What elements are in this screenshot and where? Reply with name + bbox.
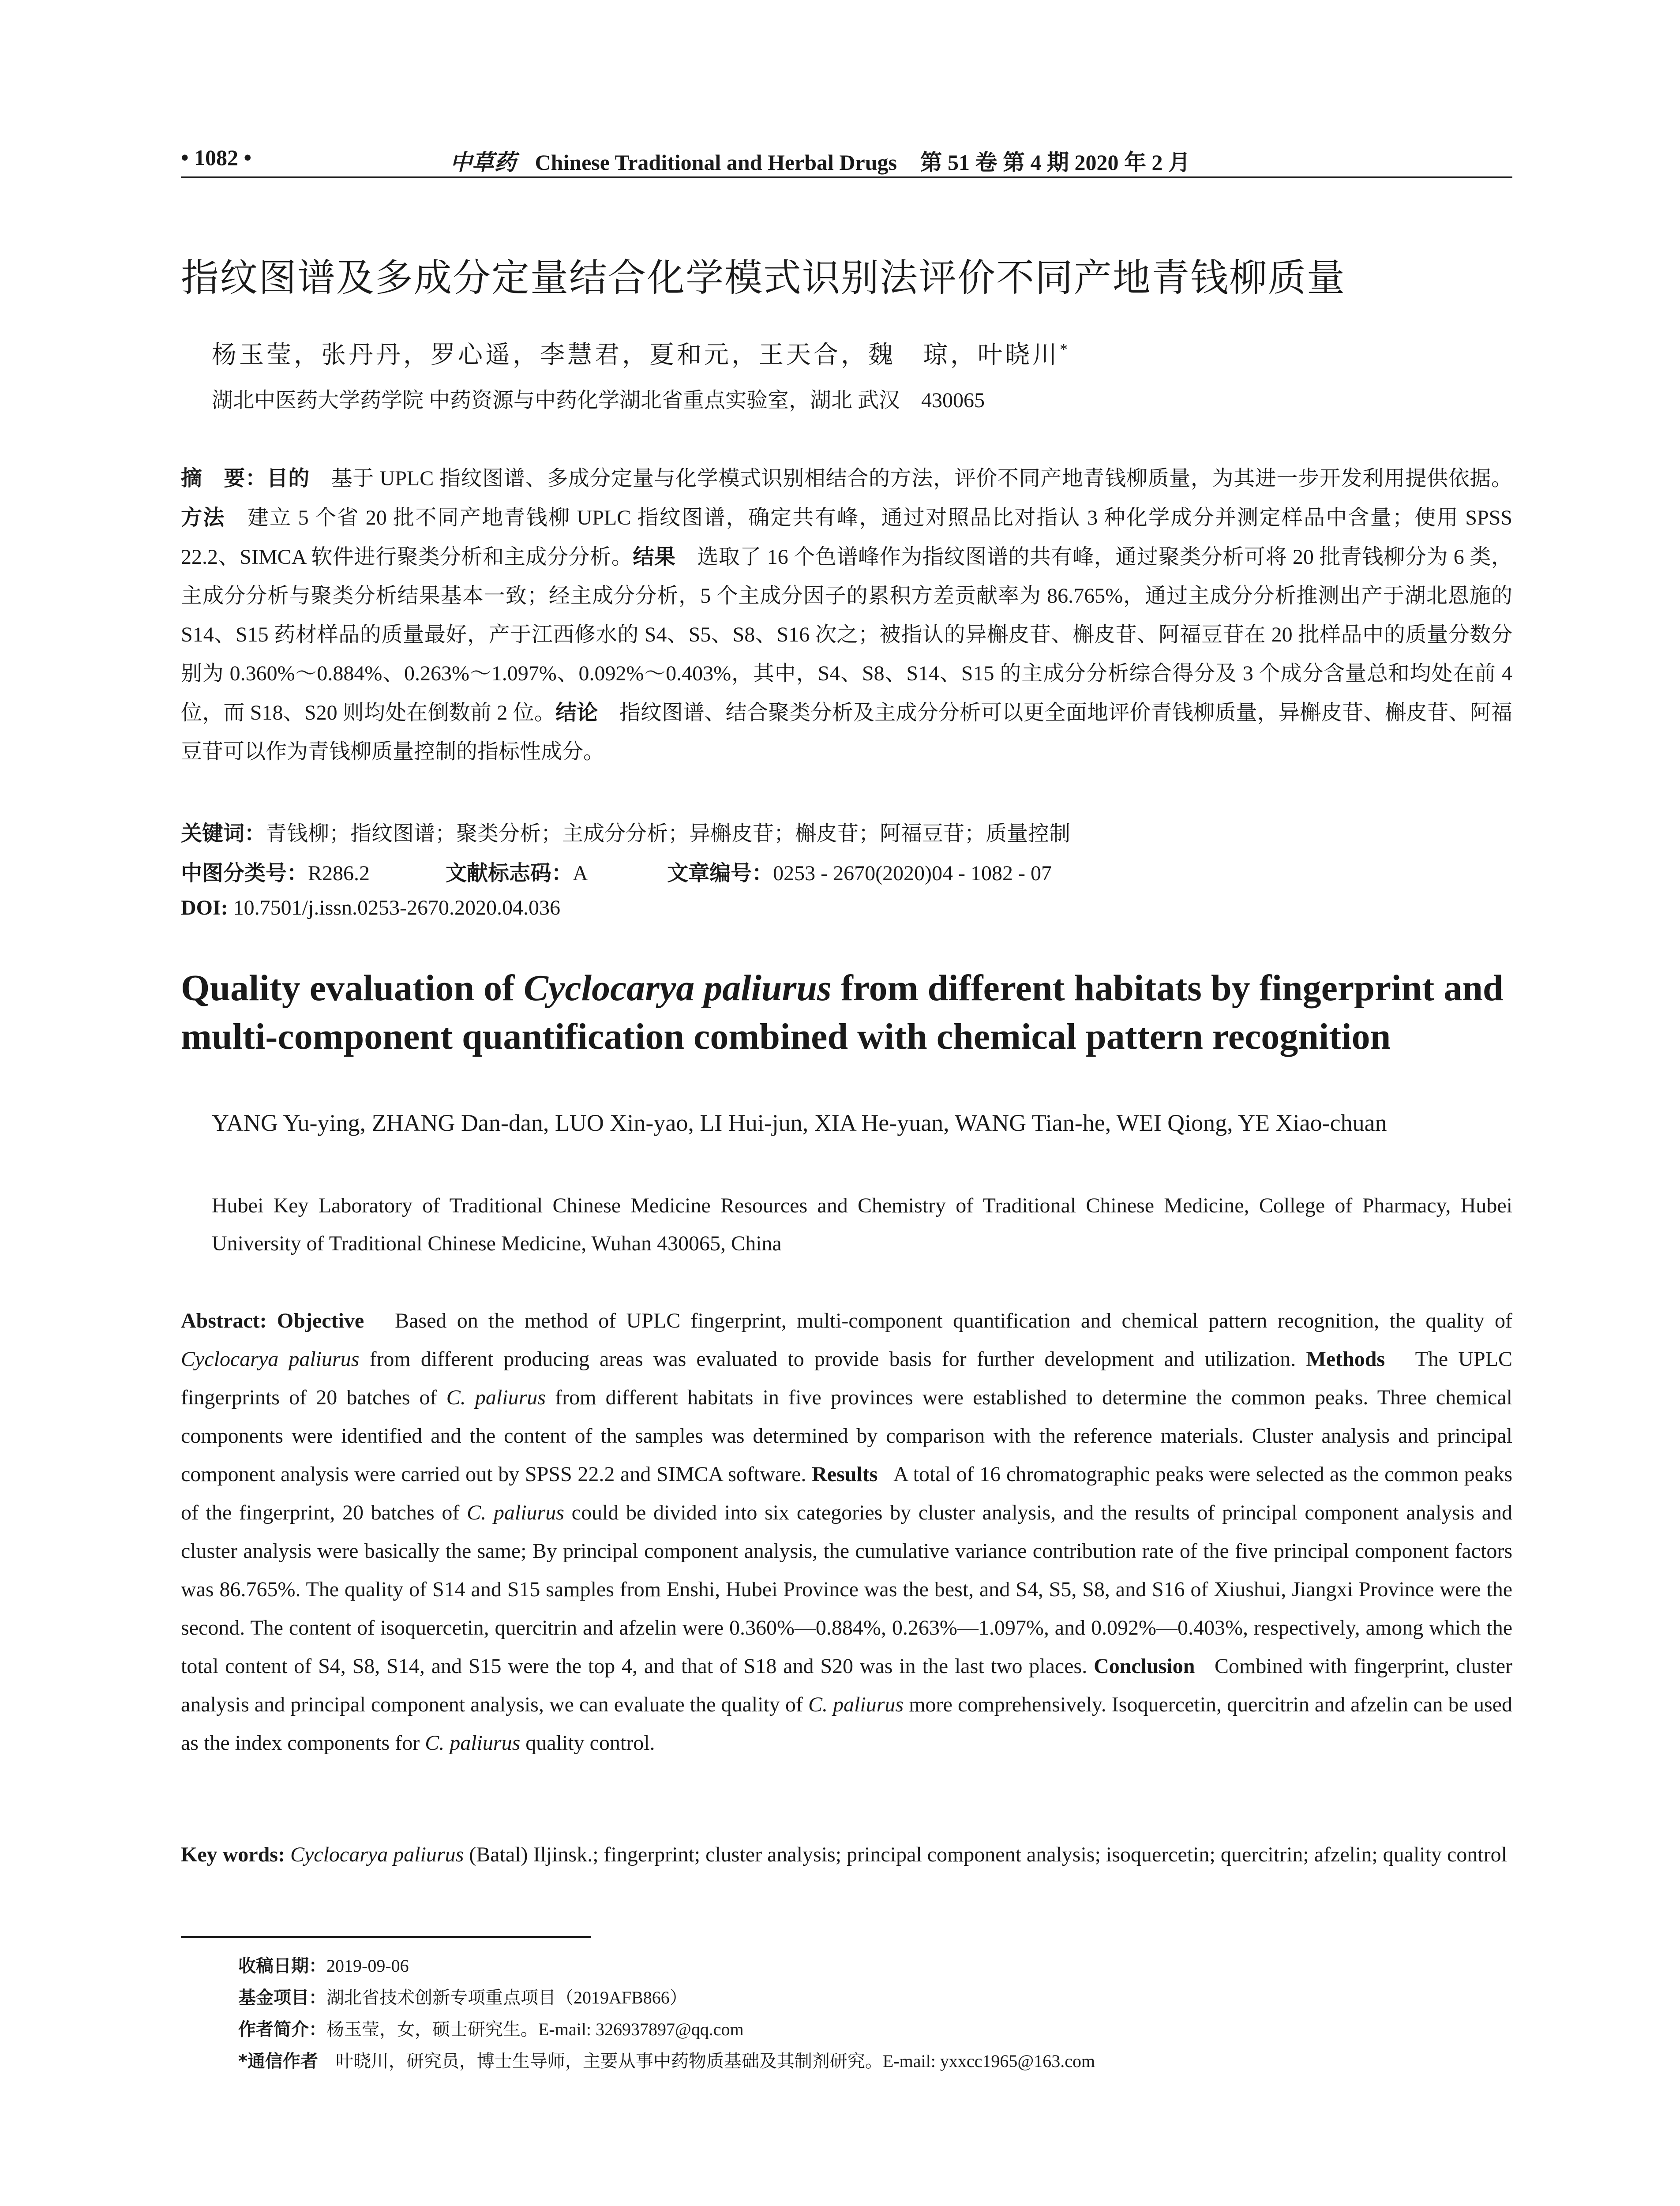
abstract-en-label: Abstract: (181, 1309, 267, 1332)
keywords-en-label: Key words: (181, 1843, 285, 1866)
keywords-cn-label: 关键词： (181, 821, 266, 846)
keywords-en-text: (Batal) Iljinsk.; fingerprint; cluster analysis; principal component analysis; isoquercetin; quercitrin; afzelin; quality control (464, 1843, 1507, 1866)
clc-value: R286.2 (308, 862, 370, 885)
conclusion-en-text: more comprehensively. Isoquercetin, quercitrin and afzelin can be used as the index components for (181, 1693, 1513, 1755)
title-en-part: Quality evaluation of (181, 968, 524, 1009)
authors-cn (212, 335, 1070, 371)
objective-en-text: from different producing areas was evaluated to provide basis for further development and utilization. (359, 1347, 1296, 1371)
objective-en-label: Objective (277, 1309, 364, 1332)
authors-en: YANG Yu-ying, ZHANG Dan-dan, LUO Xin-yao, LI Hui-jun, XIA He-yuan, WANG Tian-he, WEI Qiong, YE Xiao-chuan (212, 1110, 1387, 1136)
title-en-species: Cyclocarya paliurus (524, 968, 832, 1009)
footnote-corresponding (238, 2045, 1095, 2077)
footnote-label: 作者简介： (238, 2019, 326, 2040)
page-number: • 1082 • (181, 145, 252, 170)
abstract-cn-label: 摘 要： (181, 466, 267, 491)
doi-line (181, 896, 560, 920)
objective-cn-label: 目的 (266, 466, 310, 491)
journal-issue: 第 51 卷 第 4 期 2020 年 2 月 (920, 150, 1190, 175)
title-en (181, 964, 1512, 1061)
keywords-cn (181, 816, 1070, 847)
conclusion-en-text: quality control. (520, 1731, 655, 1755)
title-cn: 指纹图谱及多成分定量结合化学模式识别法评价不同产地青钱柳质量 (181, 256, 1346, 300)
footnote-author (238, 2014, 1095, 2045)
footnote-text: 2019-09-06 (326, 1956, 409, 1976)
running-header (181, 140, 1512, 176)
results-en-label: Results (812, 1463, 878, 1486)
footnote-rule (181, 1936, 591, 1938)
journal-name (450, 145, 1190, 176)
journal-name-cn: 中草药 (450, 149, 516, 175)
footnote-label: *通信作者 (238, 2051, 318, 2071)
abstract-en (181, 1302, 1512, 1762)
article-number-label: 文章编号： (667, 861, 773, 885)
conclusion-en-text: Combined with fingerprint, cluster analysis and principal component analysis, we can evaluate the quality of (181, 1654, 1513, 1716)
header-rule (181, 176, 1512, 178)
footnote-text: 湖北省技术创新专项重点项目（2019AFB866） (326, 1988, 687, 2007)
corresponding-mark: * (1060, 340, 1070, 358)
conclusion-cn-label: 结论 (555, 700, 598, 725)
keywords-cn-text: 青钱柳；指纹图谱；聚类分析；主成分分析；异槲皮苷；槲皮苷；阿福豆苷；质量控制 (266, 822, 1071, 845)
species-name: C. paliurus (467, 1501, 564, 1524)
species-name: C. paliurus (446, 1386, 546, 1409)
doi-label: DOI: (181, 896, 228, 919)
doc-code-value: A (573, 862, 587, 885)
conclusion-cn-text: 指纹图谱、结合聚类分析及主成分分析可以更全面地评价青钱柳质量，异槲皮苷、槲皮苷、阿福豆苷可以作为青钱柳质量控制的指标性成分。 (181, 701, 1512, 763)
methods-en-text: from different habitats in five provinces were established to determine the common peaks. Three chemical components were identified and the content of the samples was determined by comparison with the reference materials. Cluster analysis and principal component analysis were carried out by SPSS 22.2 and SIMCA software. (181, 1386, 1512, 1486)
methods-en-label: Methods (1306, 1347, 1385, 1371)
keywords-en-species: Cyclocarya paliurus (290, 1843, 464, 1866)
methods-cn-text: 建立 5 个省 20 批不同产地青钱柳 UPLC 指纹图谱，确定共有峰，通过对照品比对指认 3 种化学成分并测定样品中含量；使用 SPSS 22.2、SIMCA 软件进行聚类分析和主成分分析。 (181, 506, 1512, 569)
species-name: C. paliurus (425, 1731, 521, 1755)
doi-value: 10.7501/j.issn.0253-2670.2020.04.036 (233, 896, 561, 919)
clc-label: 中图分类号： (181, 861, 308, 885)
methods-cn-label: 方法 (181, 505, 225, 530)
classification-line (181, 856, 1052, 886)
affiliation-en: Hubei Key Laboratory of Traditional Chinese Medicine Resources and Chemistry of Traditional Chinese Medicine, College of Pharmacy, Hubei University of Traditional Chinese Medicine, Wuhan 430065, China (212, 1194, 1512, 1255)
keywords-en (181, 1835, 1512, 1874)
species-name: Cyclocarya paliurus (181, 1347, 360, 1371)
abstract-cn (181, 459, 1512, 771)
footnote-received (238, 1950, 1095, 1982)
footnote-label: 收稿日期： (238, 1956, 326, 1976)
results-en-text: A total of 16 chromatographic peaks were selected as the common peaks of the fingerprint, 20 batches of (181, 1463, 1513, 1524)
journal-name-en: Chinese Traditional and Herbal Drugs (535, 150, 897, 175)
affiliation-cn: 湖北中医药大学药学院 中药资源与中药化学湖北省重点实验室，湖北 武汉 430065 (212, 389, 985, 412)
footnote-text: 叶晓川，研究员，博士生导师，主要从事中药物质基础及其制剂研究。E-mail: yxxcc1965@163.com (335, 2051, 1095, 2071)
results-en-text: could be divided into six categories by cluster analysis, and the results of principal component analysis and cluster analysis were basically the same; By principal component analysis, the cumulative variance contribution rate of the five principal component factors was 86.765%. The quality of S14 and S15 samples from Enshi, Hubei Province was the best, and S4, S5, S8, and S16 of Xiushui, Jiangxi Province were the second. The content of isoquercetin, quercitrin and afzelin were 0.360%—0.884%, 0.263%—1.097%, and 0.092%—0.403%, respectively, among which the total content of S4, S8, S14, and S15 were the top 4, and that of S18 and S20 was in the last two places. (181, 1501, 1513, 1678)
methods-en-text: The UPLC fingerprints of 20 batches of (181, 1347, 1513, 1409)
footnote-fund (238, 1982, 1095, 2014)
footnote-label: 基金项目： (238, 1988, 326, 2008)
footnote-text: 杨玉莹，女，硕士研究生。E-mail: 326937897@qq.com (326, 2019, 744, 2039)
objective-en-text: Based on the method of UPLC fingerprint, multi-component quantification and chemical pattern recognition, the quality of (395, 1309, 1513, 1332)
conclusion-en-label: Conclusion (1094, 1654, 1195, 1678)
results-cn-text: 选取了 16 个色谱峰作为指纹图谱的共有峰，通过聚类分析可将 20 批青钱柳分为 6 类，主成分分析与聚类分析结果基本一致；经主成分分析，5 个主成分因子的累积方差贡献率为 86.765%，通过主成分分析推测出产于湖北恩施的 S14、S15 药材样品的质量最好，产于江西修水的 S4、S5、S8、S16 次之；被指认的异槲皮苷、槲皮苷、阿福豆苷在 20 批样品中的质量分数分别为 0.360%～0.884%、0.263%～1.097%、0.092%～0.403%，其中，S4、S8、S14、S15 的主成分分析综合得分及 3 个成分含量总和均处在前 4 位，而 S18、S20 则均处在倒数前 2 位。 (181, 545, 1512, 724)
article-number-value: 0253 - 2670(2020)04 - 1082 - 07 (773, 862, 1052, 885)
title-en-part: from different habitats by fingerprint and multi-component quantification combined with chemical pattern recognition (181, 968, 1504, 1057)
species-name: C. paliurus (808, 1693, 904, 1716)
objective-cn-text: 基于 UPLC 指纹图谱、多成分定量与化学模式识别相结合的方法，评价不同产地青钱柳质量，为其进一步开发利用提供依据。 (331, 467, 1512, 490)
authors-cn-names: 杨玉莹，张丹丹，罗心遥，李慧君，夏和元，王天合，魏 琼，叶晓川 (212, 341, 1060, 369)
doc-code-label: 文献标志码： (446, 861, 573, 885)
footnotes (238, 1950, 1095, 2077)
results-cn-label: 结果 (633, 544, 676, 569)
